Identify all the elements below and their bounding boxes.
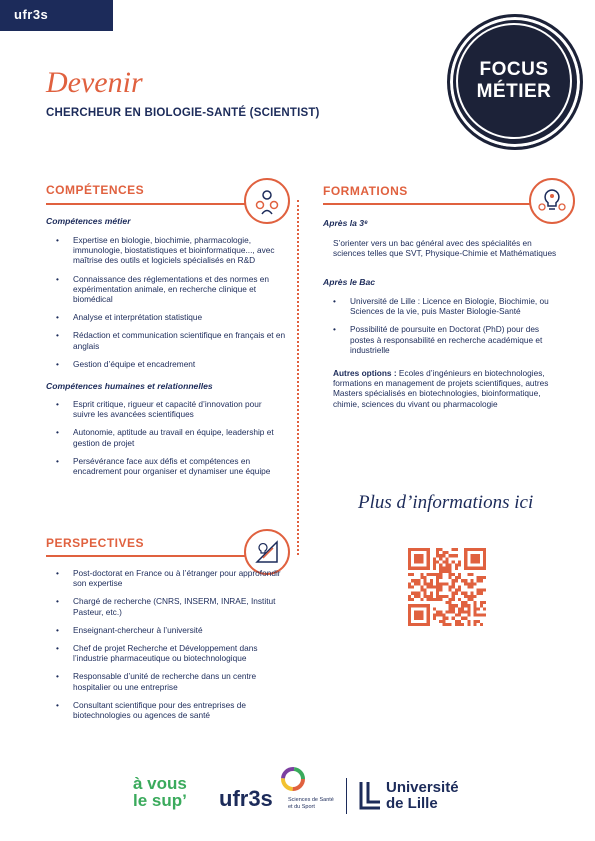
universite-line-2: de Lille — [386, 795, 438, 812]
job-title: CHERCHEUR EN BIOLOGIE-SANTÉ (SCIENTIST) — [46, 107, 320, 119]
formations-title: FORMATIONS — [323, 184, 408, 198]
footer-separator — [346, 778, 347, 814]
list-item: • Esprit critique, rigueur et capacité d’innovation pour suivre les avancées scientifiques — [46, 399, 286, 419]
a-vous-line-1: à vous — [133, 774, 187, 793]
settings-gears-icon — [244, 178, 290, 224]
list-item: • Expertise en biologie, biochimie, pharmacologie, immunologie, biostatistiques et bioinformatique..., avec maîtrise des outils et logiciels spécialisés en R&D — [46, 235, 286, 266]
list-item: • Université de Lille : Licence en Biologie, Biochimie, ou Sciences de la vie, puis Master Biologie-Santé — [323, 296, 561, 316]
focus-metier-badge — [447, 14, 583, 150]
competences-rule — [46, 203, 246, 205]
apres-bac-label: Après le Bac — [323, 277, 376, 287]
column-divider — [297, 200, 299, 555]
competences-humaines-label: Compétences humaines et relationnelles — [46, 381, 213, 391]
list-item: • Chef de projet Recherche et Développement dans l’industrie pharmaceutique ou biotechnologique — [46, 643, 291, 663]
badge-line-2: MÉTIER — [476, 81, 552, 102]
universite-lille-mark-icon — [358, 780, 382, 812]
list-item: • Gestion d’équipe et encadrement — [46, 359, 286, 369]
perspectives-rule — [46, 555, 246, 557]
apres-3e-label: Après la 3ᵉ — [323, 218, 368, 228]
ufr3s-subtitle-line-1: Sciences de Santé — [288, 797, 334, 803]
list-item: • Analyse et interprétation statistique — [46, 312, 286, 322]
competences-humaines-list — [46, 399, 286, 484]
ufr3s-color-ring-icon — [280, 766, 306, 792]
autres-options — [333, 368, 558, 409]
perspectives-title: PERSPECTIVES — [46, 536, 145, 550]
universite-de-lille-logo — [386, 780, 459, 812]
ufr3s-logo-footer: ufr3s — [219, 786, 273, 811]
a-vous-le-sup-logo — [133, 775, 187, 809]
ufr3s-subtitle — [288, 797, 334, 810]
apres-3e-text: S’orienter vers un bac général avec des spécialités en sciences telles que SVT, Physique-Chimie et Mathématiques — [333, 238, 557, 259]
list-item: • Connaissance des réglementations et des normes en expérimentation animale, en recherche clinique et biomédical — [46, 274, 286, 305]
competences-metier-list — [46, 235, 286, 377]
lightbulb-person-icon — [529, 178, 575, 224]
list-item: • Rédaction et communication scientifique en français et en anglais — [46, 330, 286, 350]
ufr3s-subtitle-line-2: et du Sport — [288, 803, 315, 810]
badge-line-1: FOCUS — [479, 59, 549, 80]
list-item: • Consultant scientifique pour des entreprises de biotechnologies ou agences de santé — [46, 700, 291, 720]
ufr3s-logo-top: ufr3s — [14, 7, 49, 22]
competences-metier-label: Compétences métier — [46, 216, 131, 226]
a-vous-line-2: le sup’ — [133, 791, 187, 810]
list-item: • Responsable d’unité de recherche dans un centre hospitalier ou une entreprise — [46, 671, 291, 691]
list-item: • Post-doctorat en France ou à l’étranger pour approfondir son expertise — [46, 568, 291, 588]
page-title: Devenir — [46, 66, 143, 99]
formations-rule — [323, 203, 531, 205]
more-info-text: Plus d’informations ici — [358, 492, 534, 513]
list-item: • Autonomie, aptitude au travail en équipe, leadership et gestion de projet — [46, 427, 286, 447]
apres-bac-list — [323, 296, 561, 363]
universite-line-1: Université — [386, 779, 459, 796]
list-item: • Chargé de recherche (CNRS, INSERM, INRAE, Institut Pasteur, etc.) — [46, 596, 291, 616]
qr-code-icon[interactable] — [408, 548, 486, 626]
perspectives-list — [46, 568, 291, 728]
list-item: • Enseignant-chercheur à l’université — [46, 625, 291, 635]
autres-options-label: Autres options : — [333, 368, 397, 378]
list-item: • Possibilité de poursuite en Doctorat (PhD) pour des postes à responsabilité en recherche académique et industrielle — [323, 324, 561, 355]
competences-title: COMPÉTENCES — [46, 183, 145, 197]
list-item: • Persévérance face aux défis et compétences en encadrement pour organiser et dynamiser une équipe — [46, 456, 286, 476]
autres-options-text: Ecoles d’ingénieurs en biotechnologies, formations en management de projets scientifiques, autres Masters spécialisés en biotechnologies, bioinformatique, chimie, sciences du vivant ou pharmacologie — [333, 368, 549, 409]
